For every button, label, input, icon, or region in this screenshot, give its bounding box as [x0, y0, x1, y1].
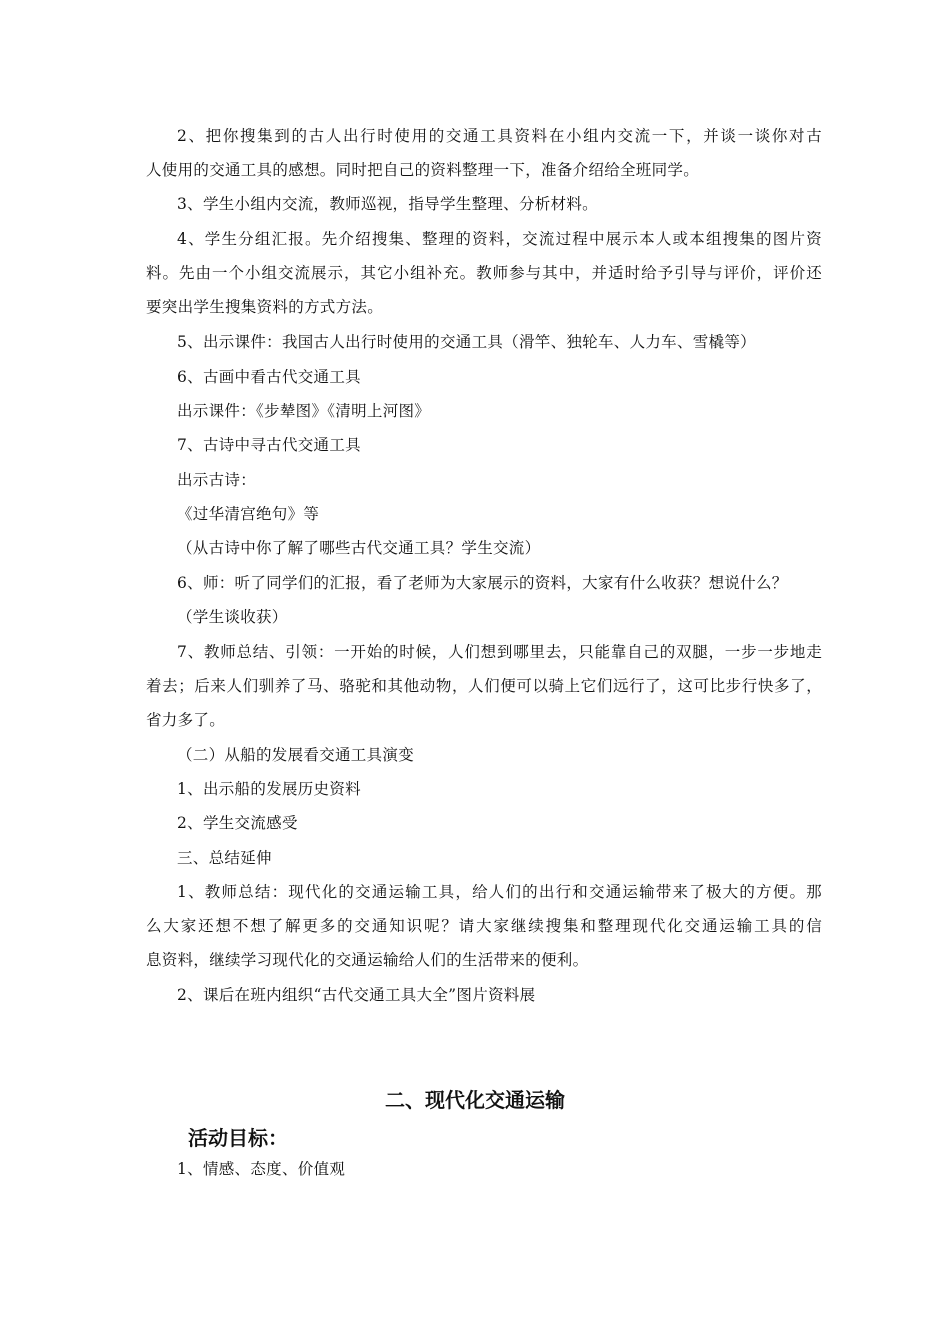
text-line: 出示课件：《步辇图》《清明上河图》 — [177, 402, 431, 420]
text-line: 么大家还想不想了解更多的交通知识呢？请大家继续搜集和整理现代化交通运输工具的信 — [146, 917, 822, 935]
text-line: 1、教师总结：现代化的交通运输工具，给人们的出行和交通运输带来了极大的方便。那 — [177, 883, 822, 901]
text-line: 人使用的交通工具的感想。同时把自己的资料整理一下，准备介绍给全班同学。 — [146, 161, 700, 179]
text-line: 3、学生小组内交流，教师巡视，指导学生整理、分析材料。 — [177, 195, 598, 213]
text-line: 《过华清宫绝句》等 — [177, 505, 320, 523]
text-line: 7、古诗中寻古代交通工具 — [177, 436, 361, 454]
text-line: 2、课后在班内组织“古代交通工具大全”图片资料展 — [177, 986, 536, 1004]
text-line: 省力多了。 — [146, 711, 226, 729]
text-line: （学生谈收获） — [177, 608, 288, 626]
text-line: 要突出学生搜集资料的方式方法。 — [146, 298, 384, 316]
objective-item: 1、情感、态度、价值观 — [177, 1160, 346, 1178]
text-line: 2、学生交流感受 — [177, 814, 298, 832]
text-line: 出示古诗： — [177, 471, 257, 489]
text-line: 三、总结延伸 — [177, 849, 272, 867]
text-line: 6、师：听了同学们的汇报，看了老师为大家展示的资料，大家有什么收获？想说什么？ — [177, 574, 788, 592]
text-line: 7、教师总结、引领：一开始的时候，人们想到哪里去，只能靠自己的双腿，一步一步地走 — [177, 643, 822, 661]
text-line: 5、出示课件：我国古人出行时使用的交通工具（滑竿、独轮车、人力车、雪橇等） — [177, 333, 756, 351]
text-line: 料。先由一个小组交流展示，其它小组补充。教师参与其中，并适时给予引导与评价，评价还 — [146, 264, 822, 282]
text-line: 着去；后来人们驯养了马、骆驼和其他动物，人们便可以骑上它们远行了，这可比步行快多了， — [146, 677, 822, 695]
section-title: 二、现代化交通运输 — [385, 1088, 565, 1112]
subsection-title: 活动目标： — [188, 1126, 288, 1150]
text-line: （从古诗中你了解了哪些古代交通工具？学生交流） — [177, 539, 541, 557]
text-line: 息资料，继续学习现代化的交通运输给人们的生活带来的便利。 — [146, 951, 589, 969]
text-line: 4、学生分组汇报。先介绍搜集、整理的资料，交流过程中展示本人或本组搜集的图片资 — [177, 230, 822, 248]
text-line: 6、古画中看古代交通工具 — [177, 368, 361, 386]
text-line: （二）从船的发展看交通工具演变 — [177, 746, 415, 764]
text-line: 2、把你搜集到的古人出行时使用的交通工具资料在小组内交流一下，并谈一谈你对古 — [177, 127, 822, 145]
text-line: 1、出示船的发展历史资料 — [177, 780, 361, 798]
